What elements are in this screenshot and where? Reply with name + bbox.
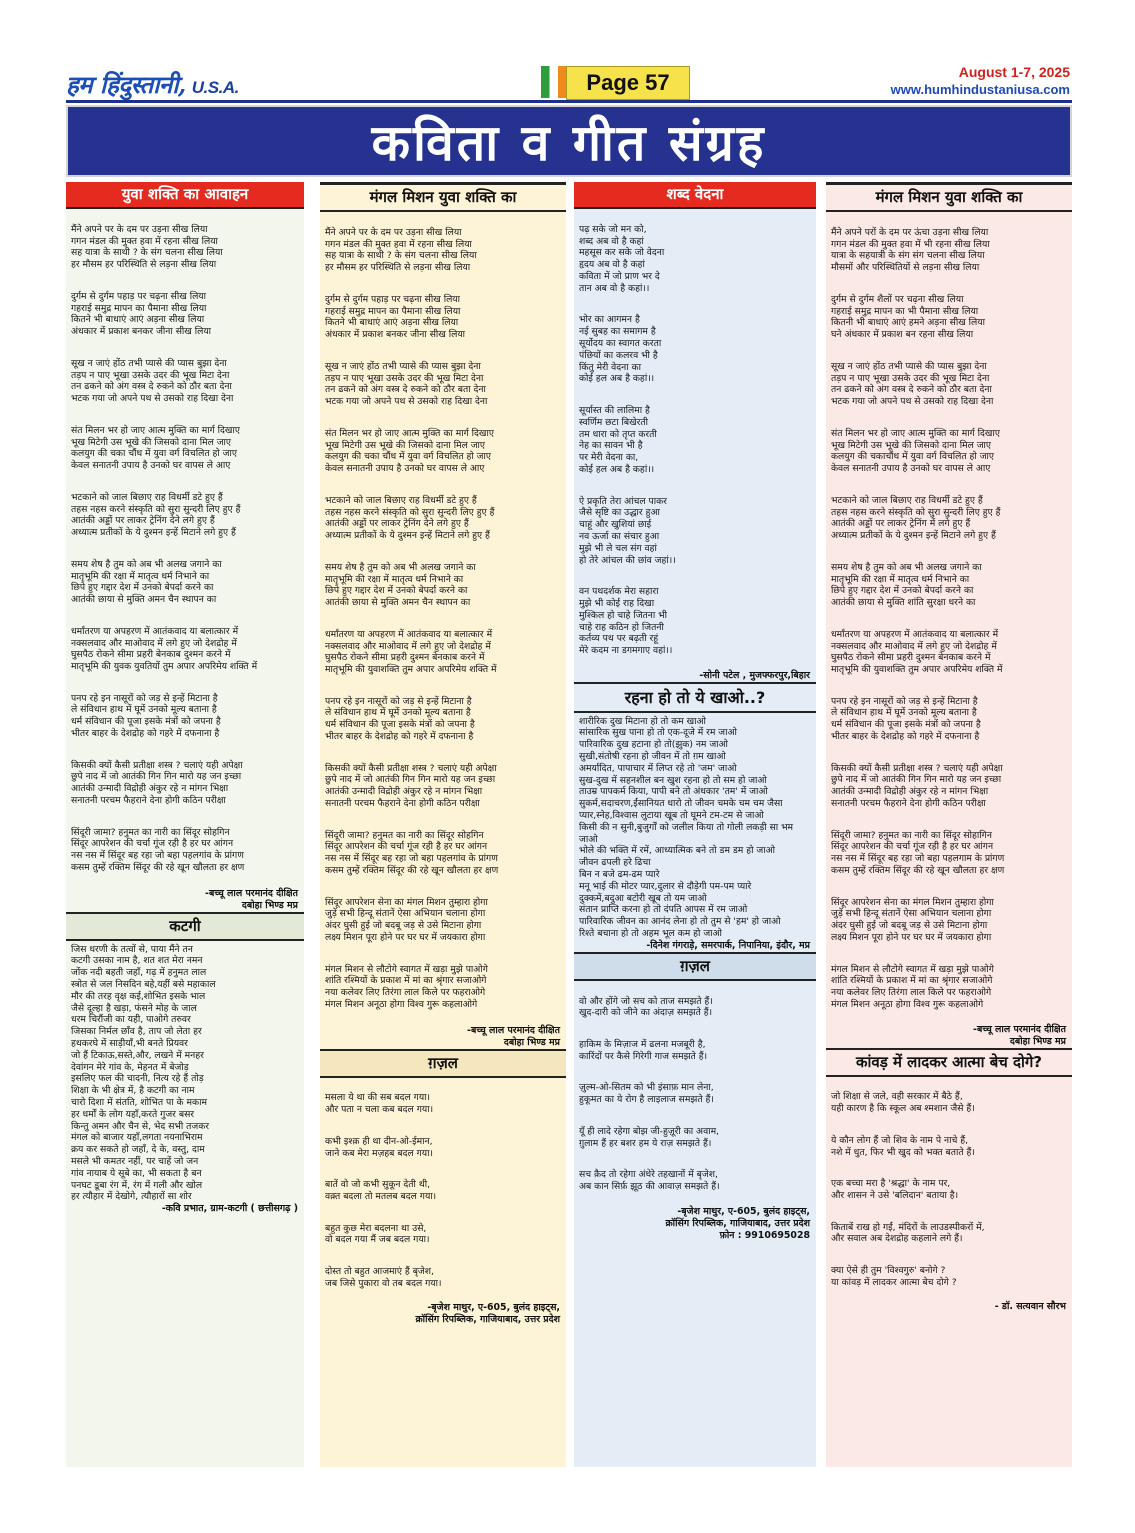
- stanza: समय शेष है तुम को अब भी अलख जगाने का मातृभूमि की रक्षा में मातृत्व धर्म निभाने का छिपे हुए गद्दार देश में उनको बेपर्दा करने का आतंकी छाया से मुक्ति शांति सुरक्षा धरने का: [831, 561, 982, 609]
- poem-body: जिस धरणी के तत्वों से, पाया मैंने तन कटगी उसका नाम है, शत शत मेरा नमन जोंक नदी बहती जहाँ, गढ़ में हनुमत लाल स्त्रोत से जल निसदिन बहे,यहीं बसे महाकाल मौर की तरह वृक्ष कई,शोभित इसके भाल जैसे दूल्हा है खड़ा, फंसने मोह के जाल धरम चिरौंजी का यही, पाओगे तरुवर जिसका निर्मल छाँव है, ताप जो लेता हर हथकरघे में साड़ीयाँ,भी बनते प्रियवर जो हैं टिकाऊ,सस्ते,और, लखने में मनहर देवांगन मेरे गांव के, मेहनत में बेजोड़ इसलिए फल की चादनी, नित्य रहे हैं तोड़ शिक्षा के भी क्षेत्र में, है कटगी का नाम चारो दिशा में संतति, शोभित पा के मकाम हर धर्मों के लोग यहाँ,करते गुजर बसर किन्तु अमन और चैन से, भेद सभी तजकर मंगल को बाजार यहाँ,लगता नयनाभिराम क्रय कर सकते हो जहाँ, दे के, वस्तु, दाम मसले भी कमतर नहीं, पर चाहें जो जन गांव नायाब ये सूबे का, भी सकता है बन पनघट डूबा रंग में, रंग में गली और खोल हर त्यौहार में देखोगे, त्यौहारों सा शोर: [71, 943, 216, 1203]
- poem-body: [574, 981, 816, 1206]
- stanza: धर्मांतरण या अपहरण में आतंकवाद या बलात्कार में नक्सलवाद और माओवाद में लगे हुए जो देशद्रोह में घुसपैठ रोकने सीमा प्रहरी दुश्मन बेनकाब करने में मातृभूमि की युवाशक्ति तुम अपार अपरिमेय शक्ति में: [325, 628, 497, 676]
- issue-date: August 1-7, 2025: [958, 64, 1070, 80]
- stanza: एक बच्चा मरा है 'श्रद्धा' के नाम पर, और शासन ने उसे 'बलिदान' बताया है।: [831, 1178, 959, 1201]
- column-2: [320, 182, 566, 1467]
- poem-body: [66, 209, 304, 888]
- poem-title: रहना हो तो ये खाओ..?: [574, 682, 816, 713]
- stanza: किताबें राख हो गईं, मंदिरों के लाउडस्पीकरों में, और सवाल अब देशद्रोह कहलाने लगे हैं।: [831, 1221, 985, 1245]
- stanza: भोर का आगमन है नई सुबह का समागम है सूर्योदय का स्वागत करता पंछियों का कलरव भी है किंतु मेरी वेदना का कोई हल अब है कहां।।: [579, 314, 662, 385]
- stanza: भटकाने को जाल बिछाए राह विधर्मी डटे हुए हैं तहस नहस करने संस्कृति को सुरा सुन्दरी लिए हुए हैं आतंकी अड्डों पर लाकर ट्रेनिंग देने लगे हुए हैं अध्यात्म प्रतीकों के ये दुश्मन इन्हें मिटाने लगे हुए हैं: [71, 491, 241, 539]
- stanza: सिंदूरी जामा? हनुमत का नारी का सिंदूर सोहगिन सिंदूर आपरेशन की चर्चा गूंज रही है हर घर आंगन नस नस में सिंदूर बह रहा जो बहा पहलगांव के प्रांगण कसम तुम्हें रक्तिम सिंदूर की रहे खून खौलता हर क्षण: [71, 826, 245, 874]
- author-signature: - डॉ. सत्यवान सौरभ: [994, 1301, 1066, 1313]
- stanza: मसला ये था की सब बदल गया। और पता न चला कब बदल गया।: [325, 1092, 434, 1116]
- stanza: धर्मांतरण या अपहरण में आतंकवाद या बलात्कार में नक्सलवाद और माओवाद में लगे हुए जो देशद्रोह में घुसपैठ रोकने सीमा प्रहरी दुश्मन बेनकाब करने में मातृभूमि की युवाशक्ति तुम अपार अपरिमेय शक्ति में: [831, 628, 1003, 676]
- column-3: [574, 182, 816, 1467]
- stanza: पनप रहे इन नासूरों को जड़ से इन्हें मिटाना है ले संविधान हाथ में घूमें उनको मूल्य बताना है धर्म संविधान की पूजा इसके मंत्रों को जपना है भीतर बाहर के देशद्रोह को गहरे में दफनाना है: [325, 695, 475, 743]
- stanza: दोस्त तो बहुत आजमाएं हैं बृजेश, जब जिसे पुकारा वो तब बदल गया।: [325, 1265, 442, 1289]
- stanza: मैंने अपने पर के दम पर उड़ना सीख लिया गगन मंडल की मुक्त हवा में रहना सीख लिया सह यात्रा के साथी ? के संग चलना सीख लिया हर मौसम हर परिस्थिति से लड़ना सीख लिया: [325, 226, 477, 274]
- stanza: सिंदूरी जामा? हनुमत का नारी का सिंदूर सोहगिन सिंदूर आपरेशन की चर्चा गूंज रही है हर घर आंगन नस नस में सिंदूर बह रहा जो बहा पहलगांव के प्रांगण कसम तुम्हें रक्तिम सिंदूर की रहे खून खौलता हर क्षण: [325, 829, 499, 877]
- stanza: समय शेष है तुम को अब भी अलख जगाने का मातृभूमि की रक्षा में मातृत्व धर्म निभाने का छिपे हुए गद्दार देश में उनको बेपर्दा करने का आतंकी छाया से मुक्ति अमन चैन स्थापन का: [71, 558, 222, 606]
- stanza: वो और होंगे जो सच को ताज समझते हैं। खुद-दारी को जीने का अंदाज़ समझते हैं।: [579, 995, 713, 1019]
- author-signature: -बृजेश माथुर, ए-605, बुलंद हाइट्स,: [427, 1302, 560, 1314]
- stanza: दुर्गम से दुर्गम पहाड़ पर चढ़ना सीख लिया गहराई समुद्र मापन का पैमाना सीख लिया कितने भी बाधाएं आएं अड़ना सीख लिया अंधकार में प्रकाश बनकर जीना सीख लिया: [325, 293, 466, 341]
- stanza: ये कौन लोग हैं जो शिव के नाम पे नाचे हैं, नशे में धुत, फिर भी खुद को भक्त बताते हैं।: [831, 1134, 975, 1158]
- stanza: बातें वो जो कभी सुकून देती थी, वक़्त बदला तो मतलब बदल गया।: [325, 1179, 437, 1202]
- flag-stripe: [541, 66, 567, 98]
- column-1: [66, 182, 304, 1467]
- poem-title: मंगल मिशन युवा शक्ति का: [826, 182, 1072, 212]
- poem-title: कटगी: [66, 912, 304, 941]
- stanza: वन पथदर्शक मेरा सहारा मुझे भी कोई राह दिखा मुश्किल हो चाहे जितना भी चाहे राह कठिन हो जितनी कर्तव्य पथ पर बढ़ती रहूं मेरे कदम ना डगमगाए वहां।।: [579, 586, 673, 657]
- poem-title: शब्द वेदना: [574, 182, 816, 209]
- page-number-badge: Page 57: [566, 66, 690, 100]
- stanza: किसकी क्यों कैसी प्रतीक्षा शस्त्र ? चलाएं यही अपेक्षा छुपे नाद में जो आतंकी गिन गिन मारो यह जन इच्छा आतंकी उन्मादी विद्रोही अंकुर रहे न मांगन भिक्षा सनातनी परचम फैहराने देना होगी कठिन परीक्षा: [71, 759, 243, 807]
- stanza: मैंने अपने परों के दम पर ऊंचा उड़ना सीख लिया गगन मंडल की मुक्त हवा में भी रहना सीख लिया यात्रा के सहयात्री के संग संग चलना सीख लिया मौसमों और परिस्थितियों से लड़ना सीख लिया: [831, 226, 990, 274]
- author-signature: -सोनी पटेल , मुजफ्फरपुर,बिहार: [699, 669, 810, 681]
- stanza: समय शेष है तुम को अब भी अलख जगाने का मातृभूमि की रक्षा में मातृत्व धर्म निभाने का छिपे हुए गद्दार देश में उनको बेपर्दा करने का आतंकी छाया से मुक्ति अमन चैन स्थापन का: [325, 561, 476, 609]
- stanza: सच क़ैद तो रहेगा अंधेरे तहखानों में बृजेश, अब कान सिर्फ़ झूठ की आवाज़ समझते हैं।: [579, 1169, 720, 1192]
- poem-body: शारीरिक दुख मिटाना हो तो कम खाओ सांसारिक सुख पाना हो तो एक-दूजे में रम जाओ पारिवारिक दुख हटाना हो तो(झुक) नम जाओ सुखी,संतोषी रहना हो जीवन में तो ग़म खाओ अमर्यादित, पापाचार में लिप्त रहे तो 'जम' जाओ सुख-दुख में सहनशील बन खुश रहना हो तो सम हो जाओ ताउम्र पापकर्म किया, पापी बने तो अंधकार 'तम' में जाओ सुकर्म,सदाचरण,ईंसानियत धारो तो जीवन चमके चम चम जैसा प्यार,स्नेह,विश्वास लुटाया खूब तो घूमने टम-टम से जाओ किसी की न सुनी,बुजुर्गों को जलील किया तो गोली लकड़ी सा भम जाओ भोले की भक्ति में रमें, आध्यात्मिक बने तो डम डम हो जाओ जीवन ढपली हरे ढिचा बिन न बजे ढम-ढम प्यारे मनू भाई की मोटर प्यार,दुलार से दौड़ेगी पम-पम प्यारे दुक्कमें,बदुआ बटोरी खूब तो यम जाओ संतान प्राप्ति करना हो तो दंपति आपस में रम जाओ पारिवारिक जीवन का आनंद लेना हो तो तुम से 'हम' हो जाओ रिश्ते बचाना हो तो अहम भूल कम हो जाओ: [579, 715, 794, 940]
- author-place: दबोहा भिण्ड मप्र: [503, 1036, 560, 1048]
- stanza: पढ़ सके जो मन को, शब्द अब वो है कहां महसूस कर सके जो वेदना हृदय अब वो है कहां कविता में जो प्राण भर दे तान अब वो है कहां।।: [579, 223, 665, 294]
- stanza: भटकाने को जाल बिछाए राह विधर्मी डटे हुए हैं तहस नहस करने संस्कृति को सुरा सुन्दरी लिए हुए हैं आतंकी अड्डों पर लाकर ट्रेनिंग में लगे हुए हैं अध्यात्म प्रतीकों के ये दुश्मन इन्हें मिटाने लगे हुए हैं: [831, 494, 1001, 542]
- stanza: ऐ प्रकृति तेरा आंचल पाकर जैसे सृष्टि का उद्धार हुआ चाहूं और खुशियां छाई नव ऊर्जा का संचार हुआ मुझे भी ले चल संग वहां हो तेरे आंचल की छांव जहां।।: [579, 495, 676, 566]
- stanza: कभी इश्क़ ही था दीन-ओ-ईमान, जाने कब मेरा मज़हब बदल गया।: [325, 1135, 433, 1159]
- stanza: सूख न जाएं होंठ तभी प्यासे की प्यास बुझा देना तड़प न पाए भूखा उसके उदर की भूख मिटा देना तन ढकने को अंग वस्त्र दे रुकने को ठौर बता देना भटक गया जो अपने पथ से उसको राह दिखा देना: [325, 360, 488, 408]
- website-link[interactable]: www.humhindustaniusa.com: [890, 82, 1070, 97]
- author-place: दबोहा भिण्ड मप्र: [241, 899, 298, 911]
- stanza: बहुत कुछ मेरा बदलना था उसे, वो बदल गया मैं जब बदल गया।: [325, 1222, 430, 1246]
- stanza: भटकाने को जाल बिछाए राह विधर्मी डटे हुए हैं तहस नहस करने संस्कृति को सुरा सुन्दरी लिए हुए हैं आतंकी अड्डों पर लाकर ट्रेनिंग देने लगे हुए हैं अध्यात्म प्रतीकों के ये दुश्मन इन्हें मिटाने लगे हुए हैं: [325, 494, 495, 542]
- poem-title: ग़ज़ल: [574, 952, 816, 981]
- author-signature: -बृजेश माथुर, ए-605, बुलंद हाइट्स,: [677, 1205, 810, 1217]
- author-signature: -बच्चू लाल परमानंद दीक्षित: [467, 1024, 560, 1036]
- stanza: दुर्गम से दुर्गम शैलों पर चढ़ना सीख लिया गहराई समुद्र मापन का भी पैमाना सीख लिया कितनी भी बाधाएं आएं हमने अड़ना सीख लिया घने अंधकार में प्रकाश बन रहना सीख लिया: [831, 293, 985, 341]
- stanza: पनप रहे इन नासूरों को जड़ से इन्हें मिटाना है ले संविधान हाथ में घूमें उनको मूल्य बताना है धर्म संविधान की पूजा इसके मंत्रों को जपना है भीतर बाहर के देशद्रोह को गहरे में दफनाना है: [71, 692, 221, 740]
- publication-suffix: U.S.A.: [191, 78, 239, 97]
- stanza: मैंने अपने पर के दम पर उड़ना सीख लिया गगन मंडल की मुक्त हवा में रहना सीख लिया सह यात्रा के साथी ? के संग चलना सीख लिया हर मौसम हर परिस्थिति से लड़ना सीख लिया: [71, 223, 223, 271]
- section-banner: [66, 105, 1072, 177]
- author-signature: -कवि प्रभात, ग्राम-कटगी ( छत्तीसगढ़ ): [161, 1203, 298, 1215]
- stanza: हाकिम के मिज़ाज में ढलना मजबूरी है, कारिंदों पर कैसे गिरेगी गाज समझते हैं।: [579, 1039, 708, 1062]
- stanza: किसकी क्यों कैसी प्रतीक्षा शस्त्र ? चलाएं यही अपेक्षा छुपे नाद में जो आतंकी गिन गिन मारो यह जन इच्छा आतंकी उन्मादी विद्रोही अंकुर रहे न मांगन भिक्षा सनातनी परचम फैहराने देना होगी कठिन परीक्षा: [831, 762, 1003, 810]
- stanza: सूख न जाएं होंठ तभी प्यासे की प्यास बुझा देना तड़प न पाए भूखा उसके उदर की भूख मिटा देना तन ढकने को अंग वस्त्र दे रुकने को ठौर बता देना भटक गया जो अपने पथ से उसको राह दिखा देना: [831, 360, 994, 408]
- author-place: क्रॉसिंग रिपब्लिक, गाजियाबाद, उत्तर प्रदेश: [415, 1314, 560, 1326]
- author-signature: -दिनेश गंगराड़े, समरपार्क, निपानिया, इंदौर, मप्र: [646, 939, 810, 951]
- poem-title: कांवड़ में लादकर आत्मा बेच दोगे?: [826, 1048, 1072, 1077]
- column-4: [826, 182, 1072, 1467]
- stanza: संत मिलन भर हो जाए आत्म मुक्ति का मार्ग दिखाए भूख मिटेगी उस भूखे की जिसको दाना मिल जाए कलयुग की चका चौंध में युवा वर्ग विचलित हो जाए केवल सनातनी उपाय है उनको घर वापस ले आए: [71, 424, 240, 472]
- stanza: सिंदूर आपरेशन सेना का मंगल मिशन तुम्हारा होगा जुड़ें सभी हिन्दू संतानें ऐसा अभियान चलाना होगा अंदर घुसी हुई जो बदबू जड़ से उसे मिटाना होगा लक्ष्य मिशन पूरा होने पर घर घर में जयकारा होगा: [325, 896, 488, 944]
- author-phone: फ़ोन : 9910695028: [719, 1229, 810, 1241]
- poem-body: [320, 212, 566, 1025]
- author-signature: -बच्चू लाल परमानंद दीक्षित: [205, 887, 298, 899]
- poem-body: [826, 1077, 1072, 1302]
- stanza: सिंदूर आपरेशन सेना का मंगल मिशन तुम्हारा होगा जुड़ें सभी हिन्दू संतानें ऐसा अभियान चलाना होगा अंदर घुसी हुई जो बदबू जड़ से उसे मिटाना होगा लक्ष्य मिशन पूरा होने पर घर घर में जयकारा होगा: [831, 896, 994, 944]
- poem-title: ग़ज़ल: [320, 1049, 566, 1078]
- poem-title: मंगल मिशन युवा शक्ति का: [320, 182, 566, 212]
- poem-title: युवा शक्ति का आवाहन: [66, 182, 304, 209]
- stanza: सिंदूरी जामा? हनुमत का नारी का सिंदूर सोहागिन सिंदूर आपरेशन की चर्चा गूंज रही है हर घर आंगन नस नस में सिंदूर बह रहा जो बहा पहलगाम के प्रांगण कसम तुम्हें रक्तिम सिंदूर की रहे खून खौलता हर क्षण: [831, 829, 1005, 877]
- author-place: दबोहा भिण्ड मप्र: [1009, 1035, 1066, 1047]
- poem-body: [320, 1078, 566, 1303]
- section-title: कविता व गीत संग्रह: [371, 114, 767, 172]
- stanza: दुर्गम से दुर्गम पहाड़ पर चढ़ना सीख लिया गहराई समुद्र मापन का पैमाना सीख लिया कितने भी बाधाएं आएं अड़ना सीख लिया अंधकार में प्रकाश बनकर जीना सीख लिया: [71, 290, 212, 338]
- stanza: यूँ ही लादे रहेगा बोझ जी-हुज़ूरी का अवाम, ग़ुलाम हैं हर बशर हम ये राज़ समझते हैं।: [579, 1125, 719, 1149]
- stanza: जो शिक्षा से जले, वही सरकार में बैठे हैं, यही कारण है कि स्कूल अब श्मशान जैसे हैं।: [831, 1091, 975, 1115]
- stanza: पनप रहे इन नासूरों को जड़ से इन्हें मिटाना है ले संविधान हाथ में घूमें उनको मूल्य बताना है धर्म संविधान की पूजा इसके मंत्रों को जपना है भीतर बाहर के देशद्रोह को गहरे में दफनाना है: [831, 695, 981, 743]
- stanza: सूर्यास्त की लालिमा है स्वर्णिम छटा बिखेरती तम धारा को तृप्त करती नेह का सावन भी है पर मेरी वेदना का, कोई हल अब है कहां।।: [579, 404, 657, 475]
- stanza: संत मिलन भर हो जाए आत्म मुक्ति का मार्ग दिखाए भूख मिटेगी उस भूखे की जिसको दाना मिल जाए कलयुग की चकाचौंध में युवा वर्ग विचलित हो जाए केवल सनातनी उपाय है उनको घर वापस ले आए: [831, 427, 1000, 475]
- stanza: मंगल मिशन से लौटोगे स्वागत में खड़ा मुझे पाओगे शांति रश्मियों के प्रकाश में मां का श्रृंगार सजाओगे नया कलेवर लिए तिरंगा लाल किले पर फहराओगे मंगल मिशन अनूठा होगा विश्व गुरू कहलाओगे: [831, 963, 994, 1011]
- stanza: संत मिलन भर हो जाए आत्म मुक्ति का मार्ग दिखाए भूख मिटेगी उस भूखे की जिसको दाना मिल जाए कलयुग की चका चौंध में युवा वर्ग विचलित हो जाए केवल सनातनी उपाय है उनको घर वापस ले आए: [325, 427, 494, 475]
- stanza: क्या ऐसे ही तुम 'विश्वगुरु' बनोगे ? या कांवड़ में लादकर आत्मा बेच दोगे ?: [831, 1264, 957, 1288]
- stanza: मंगल मिशन से लौटोगे स्वागत में खड़ा मुझे पाओगे शांति रश्मियों के प्रकाश में मां का श्रृंगार सजाओगे नया कलेवर लिए तिरंगा लाल किले पर फहराओगे मंगल मिशन अनूठा होगा विश्व गुरू कहलाओगे: [325, 963, 488, 1011]
- stanza: ज़ुल्म-ओ-सितम को भी इंसाफ़ मान लेना, हुकूमत का ये रोग है लाइलाज समझते हैं।: [579, 1082, 714, 1106]
- poem-body: [826, 212, 1072, 1024]
- stanza: किसकी क्यों कैसी प्रतीक्षा शस्त्र ? चलाएं यही अपेक्षा छुपे नाद में जो आतंकी गिन गिन मारो यह जन इच्छा आतंकी उन्मादी विद्रोही अंकुर रहे न मांगन भिक्षा सनातनी परचम फैहराने देना होगी कठिन परीक्षा: [325, 762, 497, 810]
- author-signature: -बच्चू लाल परमानंद दीक्षित: [973, 1023, 1066, 1035]
- page-header: [66, 62, 1072, 100]
- header-rule: [66, 100, 1072, 103]
- publication-title: हम हिंदुस्तानी,: [66, 70, 186, 99]
- author-place: क्रॉसिंग रिपब्लिक, गाजियाबाद, उत्तर प्रदेश: [665, 1217, 810, 1229]
- publication-name: [66, 68, 239, 101]
- poem-body: [574, 209, 816, 670]
- stanza: धर्मांतरण या अपहरण में आतंकवाद या बलात्कार में नक्सलवाद और माओवाद में लगे हुए जो देशद्रोह में घुसपैठ रोकने सीमा प्रहरी बेनकाब दुश्मन करने में मातृभूमि की युवक युवतियों तुम अपार अपरिमेय शक्ति में: [71, 625, 258, 673]
- stanza: सूख न जाएं होंठ तभी प्यासे की प्यास बुझा देना तड़प न पाए भूखा उसके उदर की भूख मिटा देना तन ढकने को अंग वस्त्र दे रुकने को ठौर बता देना भटक गया जो अपने पथ से उसको राह दिखा देना: [71, 357, 234, 405]
- issue-info: [891, 64, 1070, 98]
